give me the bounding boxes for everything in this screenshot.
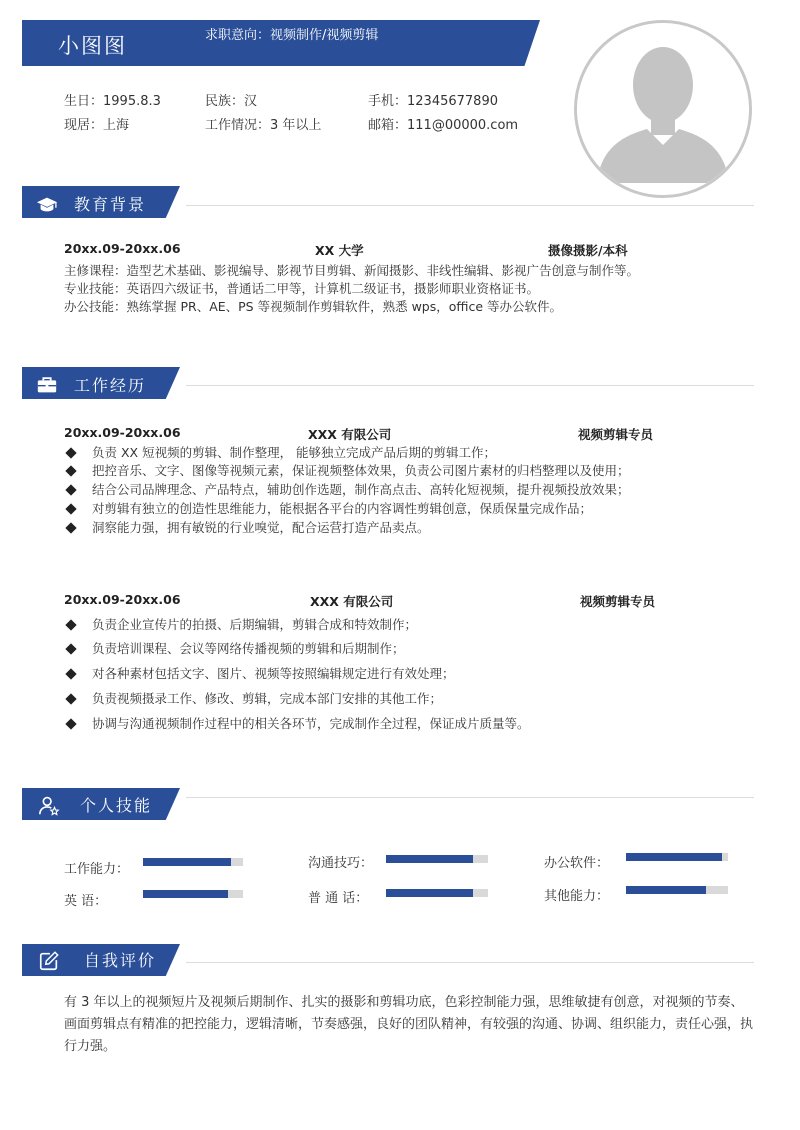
- job-bullet: 负责视频摄录工作、修改、剪辑，完成本部门安排的其他工作；: [92, 691, 443, 706]
- skill-bar: [386, 855, 488, 863]
- job-period: 20xx.09-20xx.06: [64, 592, 181, 607]
- info-email: 邮箱：111@00000.com: [368, 118, 519, 133]
- bullet-icon: [65, 718, 76, 729]
- education-line: 主修课程：造型艺术基础、影视编导、影视节目剪辑、新闻摄影、非线性编辑、影视广告创意与制作等。: [64, 263, 640, 278]
- skill-bar: [143, 890, 243, 898]
- info-work-status: 工作情况：3 年以上: [205, 118, 322, 133]
- job-bullet: 对各种素材包括文字、图片、视频等按照编辑规定进行有效处理；: [92, 666, 455, 681]
- job-intent: 求职意向：视频制作/视频剪辑: [205, 28, 379, 43]
- edit-icon: [38, 950, 60, 972]
- bullet-icon: [65, 447, 76, 458]
- candidate-name: 小图图: [58, 34, 127, 58]
- skill-bar: [386, 889, 488, 897]
- education-line: 办公技能：熟练掌握 PR、AE、PS 等视频制作剪辑软件，熟悉 wps，office 等办公软件。: [64, 299, 563, 314]
- self-eval-title: 自我评价: [84, 951, 157, 970]
- skill-bar-fill: [143, 858, 231, 866]
- skills-title: 个人技能: [80, 796, 153, 815]
- job-company: XXX 有限公司: [308, 427, 392, 442]
- education-title: 教育背景: [74, 195, 147, 214]
- bullet-icon: [65, 643, 76, 654]
- info-residence: 现居：上海: [64, 118, 130, 133]
- skill-bar: [626, 886, 728, 894]
- skill-bar-fill: [386, 889, 473, 897]
- info-ethnic: 民族：汉: [205, 94, 258, 109]
- education-school: XX 大学: [315, 243, 364, 258]
- job-bullet: 负责 XX 短视频的剪辑、制作整理， 能够独立完成产品后期的剪辑工作；: [92, 445, 497, 460]
- job-position: 视频剪辑专员: [578, 427, 654, 442]
- bullet-icon: [65, 465, 76, 476]
- bullet-icon: [65, 693, 76, 704]
- bullet-icon: [65, 619, 76, 630]
- skill-label: 其他能力：: [544, 889, 610, 904]
- bullet-icon: [65, 668, 76, 679]
- education-major: 摄像摄影/本科: [548, 243, 628, 258]
- user-star-icon: [38, 795, 60, 817]
- skill-label: 英 语：: [64, 894, 108, 909]
- skill-bar-fill: [386, 855, 473, 863]
- self-eval-divider: [186, 962, 754, 963]
- job-bullet: 把控音乐、文字、图像等视频元素，保证视频整体效果，负责公司图片素材的归档整理以及使用；: [92, 463, 630, 478]
- education-period: 20xx.09-20xx.06: [64, 241, 181, 256]
- skill-bar: [626, 853, 728, 861]
- avatar: [574, 20, 752, 198]
- job-bullet: 协调与沟通视频制作过程中的相关各环节，完成制作全过程，保证成片质量等。: [92, 716, 530, 731]
- self-eval-text: 有 3 年以上的视频短片及视频后期制作、扎实的摄影和剪辑功底，色彩控制能力强，思维敏捷有创意，对视频的节奏、画面剪辑点有精准的把控能力，逻辑清晰，节奏感强，良好的团队精神，有较强的沟通、协调、组织能力，责任心强，执行力强。: [64, 995, 754, 1054]
- bullet-icon: [65, 503, 76, 514]
- job-bullet: 负责培训课程、会议等网络传播视频的剪辑和后期制作；: [92, 641, 405, 656]
- skill-bar: [143, 858, 243, 866]
- job-bullet: 对剪辑有独立的创造性思维能力，能根据各平台的内容调性剪辑创意，保质保量完成作品；: [92, 501, 593, 516]
- work-title: 工作经历: [74, 376, 147, 395]
- job-bullet: 洞察能力强，拥有敏锐的行业嗅觉，配合运营打造产品卖点。: [92, 520, 430, 535]
- job-period: 20xx.09-20xx.06: [64, 425, 181, 440]
- skills-divider: [186, 797, 754, 798]
- skill-label: 沟通技巧：: [308, 856, 374, 871]
- skill-bar-fill: [626, 886, 706, 894]
- info-birth: 生日：1995.8.3: [64, 94, 161, 109]
- avatar-silhouette-icon: [577, 23, 749, 195]
- education-divider: [186, 205, 754, 206]
- job-bullet: 结合公司品牌理念、产品特点，辅助创作选题，制作高点击、高转化短视频，提升视频投放效果；: [92, 482, 630, 497]
- skill-bar-fill: [626, 853, 722, 861]
- education-line: 专业技能：英语四六级证书，普通话二甲等，计算机二级证书，摄影师职业资格证书。: [64, 281, 540, 296]
- graduation-cap-icon: [36, 194, 58, 216]
- info-phone: 手机：12345677890: [368, 94, 498, 109]
- work-divider: [186, 385, 754, 386]
- job-bullet: 负责企业宣传片的拍摄、后期编辑，剪辑合成和特效制作；: [92, 617, 418, 632]
- skill-label: 普 通 话：: [308, 891, 369, 906]
- skill-label: 工作能力：: [64, 862, 130, 877]
- bullet-icon: [65, 522, 76, 533]
- skill-label: 办公软件：: [544, 856, 610, 871]
- job-company: XXX 有限公司: [310, 594, 394, 609]
- bullet-icon: [65, 484, 76, 495]
- briefcase-icon: [36, 374, 58, 396]
- job-position: 视频剪辑专员: [580, 594, 656, 609]
- skill-bar-fill: [143, 890, 228, 898]
